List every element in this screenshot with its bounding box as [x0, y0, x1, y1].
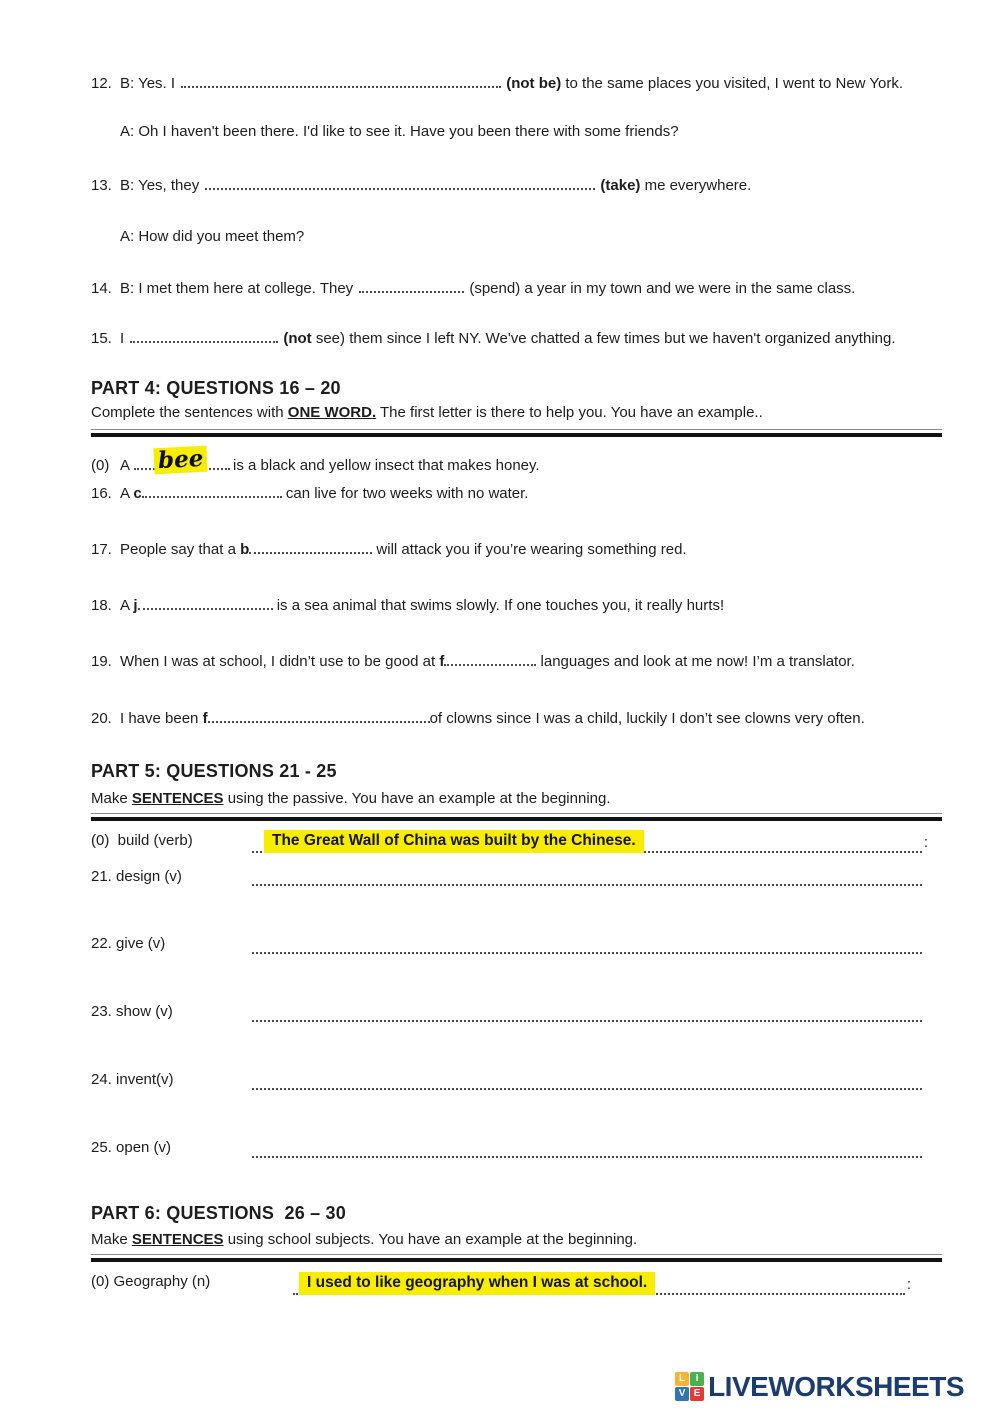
item-number: 18.	[91, 597, 112, 614]
logo-letter-i: I	[690, 1372, 704, 1386]
answer-blank-20[interactable]	[208, 708, 430, 723]
sentence-text: is a black and yellow insect that makes honey.	[233, 457, 540, 474]
instruction-emphasis: SENTENCES	[131, 790, 224, 807]
dialog-line-14	[91, 278, 855, 299]
section-divider	[91, 1254, 942, 1262]
dialog-reply-a2	[120, 227, 304, 247]
dialog-text: I	[120, 330, 129, 347]
sentence-text: A	[120, 485, 134, 502]
first-letter-hint: c	[133, 485, 142, 502]
item-number: 19.	[91, 653, 112, 670]
part6-title: PART 6: QUESTIONS 26 – 30	[91, 1203, 346, 1223]
part4-item-18	[91, 595, 724, 616]
dialog-text: B: I met them here at college. They	[120, 280, 358, 297]
sentence-text: of clowns since I was a child, luckily I don’t see clowns very often.	[429, 710, 865, 727]
item-number: 17.	[91, 541, 112, 558]
sentence-text: People say that a	[120, 541, 241, 558]
part5-item-22-label: 22. give (v)	[91, 935, 166, 952]
line-end-mark: :	[906, 1276, 911, 1293]
part6-instructions	[91, 1231, 637, 1248]
answer-blank-0[interactable]	[134, 444, 230, 475]
verb-hint: (not	[283, 330, 312, 347]
brand-wordmark: LIVEWORKSHEETS	[708, 1370, 964, 1402]
first-letter-hint: f	[202, 710, 208, 727]
instruction-emphasis: SENTENCES	[131, 1231, 224, 1248]
sentence-text: I have been	[120, 710, 203, 727]
part6-example-answer-line[interactable]	[293, 1271, 911, 1295]
sentence-text: A	[120, 597, 134, 614]
line-end-mark: :	[923, 834, 928, 851]
dialog-text: me everywhere.	[640, 177, 752, 194]
dialog-reply-a1	[120, 122, 679, 142]
first-letter-hint: f	[439, 653, 445, 670]
dialog-text: them since I left NY. We've chatted a few times but we haven't organized anything.	[345, 330, 896, 347]
item-number: (0)	[91, 457, 110, 474]
answer-line-21[interactable]	[252, 862, 922, 886]
part4-item-19	[91, 651, 855, 672]
answer-blank-13[interactable]	[205, 175, 595, 190]
part6-example-label: (0) Geography (n)	[91, 1273, 211, 1290]
highlighted-example-answer: The Great Wall of China was built by the Chinese.	[264, 830, 644, 853]
answer-line-22[interactable]	[252, 930, 922, 954]
instruction-text: Make	[91, 1231, 132, 1248]
logo-letter-l: L	[675, 1372, 689, 1386]
sentence-text: A	[120, 457, 131, 474]
item-number: 13.	[91, 177, 112, 194]
part5-instructions	[91, 790, 611, 807]
part4-example-row	[91, 444, 540, 476]
section-divider	[91, 813, 942, 821]
part5-item-23-label: 23. show (v)	[91, 1003, 173, 1020]
verb-hint: (take)	[600, 177, 641, 194]
dialog-text: to the same places you visited, I went to New York.	[561, 75, 904, 92]
answer-line-25[interactable]	[252, 1134, 922, 1158]
logo-letter-e: E	[690, 1387, 704, 1401]
sentence-text: When I was at school, I didn’t use to be good at	[120, 653, 440, 670]
dialog-text: A: Oh I haven't been there. I'd like to see it. Have you been there with some friends?	[120, 123, 679, 140]
dialog-text: a year in my town and we were in the same class.	[520, 280, 856, 297]
verb-hint: (not be)	[506, 75, 562, 92]
first-letter-hint: j	[133, 597, 138, 614]
part4-item-20	[91, 708, 865, 729]
instruction-text: The first letter is there to help you. You have an example..	[376, 404, 763, 421]
dialog-text: B: Yes. I	[120, 75, 180, 92]
item-number: 20.	[91, 710, 112, 727]
sentence-text: languages and look at me now! I’m a translator.	[536, 653, 855, 670]
answer-blank-14[interactable]	[359, 278, 464, 293]
dialog-line-13	[91, 175, 751, 196]
liveworksheets-logo[interactable]	[675, 1372, 964, 1401]
dialog-line-15	[91, 328, 896, 349]
item-number: 12.	[91, 75, 112, 92]
dialog-text: see)	[311, 330, 346, 347]
dialog-text: (spend)	[469, 280, 521, 297]
part5-example-label: (0) build (verb)	[91, 832, 193, 849]
sentence-text: will attack you if you’re wearing something red.	[372, 541, 687, 558]
part5-item-21-label: 21. design (v)	[91, 868, 182, 885]
part4-item-16	[91, 483, 528, 504]
answer-blank-17[interactable]	[249, 539, 372, 554]
dialog-text: B: Yes, they	[120, 177, 204, 194]
instruction-text: using school subjects. You have an example at the beginning.	[223, 1231, 638, 1248]
part4-title: PART 4: QUESTIONS 16 – 20	[91, 378, 341, 398]
part5-item-25-label: 25. open (v)	[91, 1139, 172, 1156]
part4-instructions	[91, 404, 763, 421]
first-letter-hint: b	[240, 541, 250, 558]
handwritten-answer: bee	[153, 446, 208, 475]
section-divider	[91, 429, 942, 437]
item-number: 16.	[91, 485, 112, 502]
dialog-line-12	[91, 73, 903, 94]
part5-title: PART 5: QUESTIONS 21 - 25	[91, 761, 337, 781]
sentence-text: can live for two weeks with no water.	[281, 485, 529, 502]
answer-line-24[interactable]	[252, 1066, 922, 1090]
instruction-emphasis: ONE WORD.	[287, 404, 377, 421]
highlighted-example-answer: I used to like geography when I was at school.	[299, 1272, 655, 1295]
part5-example-answer-line[interactable]	[252, 829, 928, 853]
instruction-text: using the passive. You have an example at the beginning.	[223, 790, 611, 807]
answer-blank-15[interactable]	[130, 328, 278, 343]
liveworksheets-grid-icon	[675, 1372, 704, 1401]
instruction-text: Make	[91, 790, 132, 807]
dialog-text: A: How did you meet them?	[120, 228, 305, 245]
part5-item-24-label: 24. invent(v)	[91, 1071, 174, 1088]
part4-item-17	[91, 539, 687, 560]
answer-blank-16[interactable]	[142, 483, 282, 498]
item-number: 15.	[91, 330, 112, 347]
answer-blank-19[interactable]	[444, 651, 536, 666]
answer-blank-12[interactable]	[181, 73, 501, 88]
answer-blank-18[interactable]	[138, 595, 273, 610]
item-number: 14.	[91, 280, 112, 297]
logo-letter-v: V	[675, 1387, 689, 1401]
instruction-text: Complete the sentences with	[91, 404, 288, 421]
sentence-text: is a sea animal that swims slowly. If one touches you, it really hurts!	[272, 597, 725, 614]
answer-line-23[interactable]	[252, 998, 922, 1022]
